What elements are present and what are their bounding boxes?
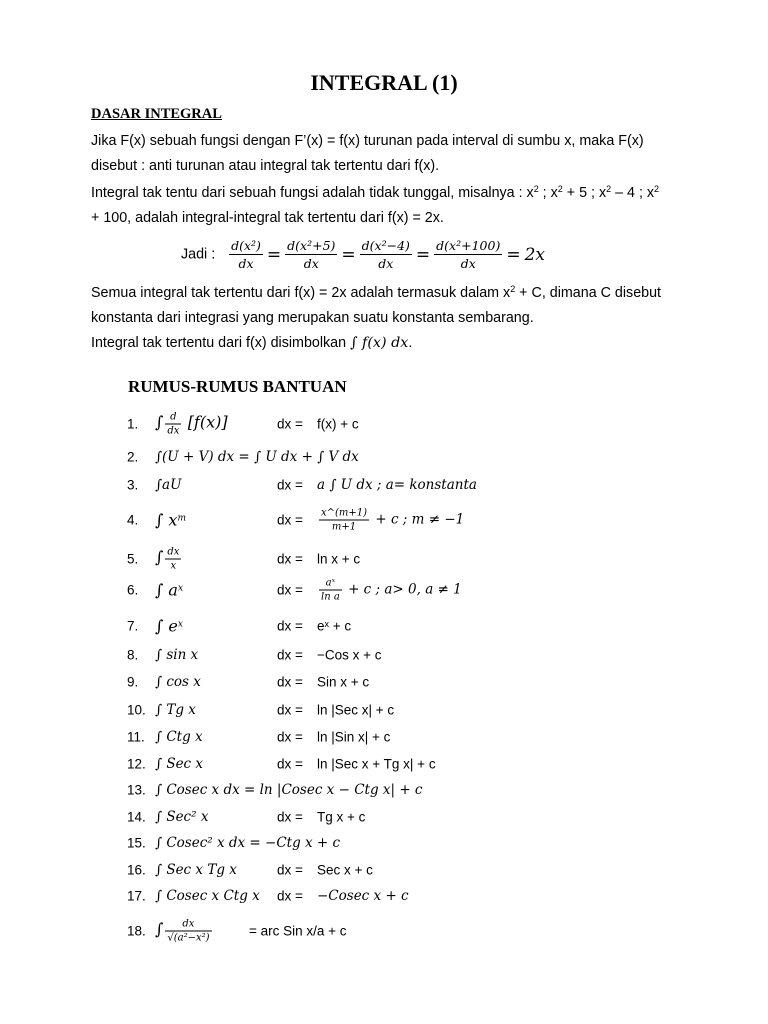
formula-row: 11. ∫ Ctg x dx = ln |Sin x| + c [127, 729, 391, 745]
formula-row: 4. ∫ $x^m$ dx = $\frac{x\^{}(m+1)}{m+1}$ + c ; m ≠ −1 [127, 507, 465, 533]
section-heading-dasar-integral: DASAR INTEGRAL [91, 106, 222, 122]
formula-row: 8. ∫ sin x dx = −Cos x + c [127, 647, 382, 663]
paragraph-line-1: Jika F(x) sebuah fungsi dengan F’(x) = f(x) turunan pada interval di sumbu x, maka F(x) [91, 133, 644, 149]
formula-row: 13. ∫ Cosec x dx = ln |Cosec x − Ctg x| + c [127, 782, 423, 798]
section-heading-rumus: RUMUS-RUMUS BANTUAN [128, 377, 347, 396]
formula-row: 7. ∫ $e^x$ dx = eˣ + c [127, 616, 352, 636]
formula-row: 17. ∫ Cosec x Ctg x dx = −Cosec x + c [127, 888, 409, 904]
formula-row: 10. ∫ Tg x dx = ln |Sec x| + c [127, 702, 395, 718]
paragraph-line-6: konstanta dari integrasi yang merupakan suatu konstanta sembarang. [91, 310, 534, 326]
paragraph-line-7: Integral tak tertentu dari f(x) disimbolkan ∫ f(x) dx. [91, 335, 413, 351]
formula-row: 9. ∫ cos x dx = Sin x + c [127, 674, 370, 690]
formula-row: 12. ∫ Sec x dx = ln |Sec x + Tg x| + c [127, 756, 436, 772]
paragraph-line-2: disebut : anti turunan atau integral tak tertentu dari f(x). [91, 158, 440, 174]
formula-row: 6. ∫ $a^x$ dx = $\frac{\text{aˣ}}{\text{ln a}}$ + c ; a> 0, a ≠ 1 [127, 577, 462, 603]
formula-row: 3. ∫aU dx = a ∫ U dx ; a= konstanta [127, 477, 477, 493]
formula-row: 18. ∫ $\frac{dx}{\text{√(a²−x²)}}$ = arc Sin x/a + c [127, 918, 347, 944]
formula-row: 15. ∫ Cosec² x dx = −Ctg x + c [127, 835, 341, 851]
page-title: INTEGRAL (1) [310, 70, 458, 95]
formula-row: 1. ∫ $\frac{d}{dx}$ [f(x)] dx = f(x) + c [127, 411, 359, 437]
formula-row: 14. ∫ Sec² x dx = Tg x + c [127, 809, 366, 825]
formula-row: 16. ∫ Sec x Tg x dx = Sec x + c [127, 862, 373, 878]
paragraph-line-5: Semua integral tak tertentu dari f(x) = 2x adalah termasuk dalam $x^2 + C$, dimana C disebut [91, 284, 662, 301]
paragraph-line-4: + 100, adalah integral-integral tak tertentu dari f(x) = 2x. [91, 210, 444, 226]
paragraph-line-3: Integral tak tentu dari sebuah fungsi adalah tidak tunggal, misalnya : $x^2$ ; $x^2 + 5$ ; $x^2 - 4$ ; $x^2$ [91, 184, 660, 201]
formula-row: 2. ∫(U + V) dx = ∫ U dx + ∫ V dx [127, 449, 359, 465]
derivative-equation: Jadi : $\frac{\text{d(x²)}}{dx}$ = $\frac{\text{d(x²+5)}}{dx}$ = $\frac{\text{d(x²−4)}}{dx}$ = $\frac{\text{d(x²+100)}}{dx}$ = 2x [181, 238, 545, 271]
formula-row: 5. ∫ $\frac{dx}{x}$ dx = ln x + c [127, 546, 361, 572]
